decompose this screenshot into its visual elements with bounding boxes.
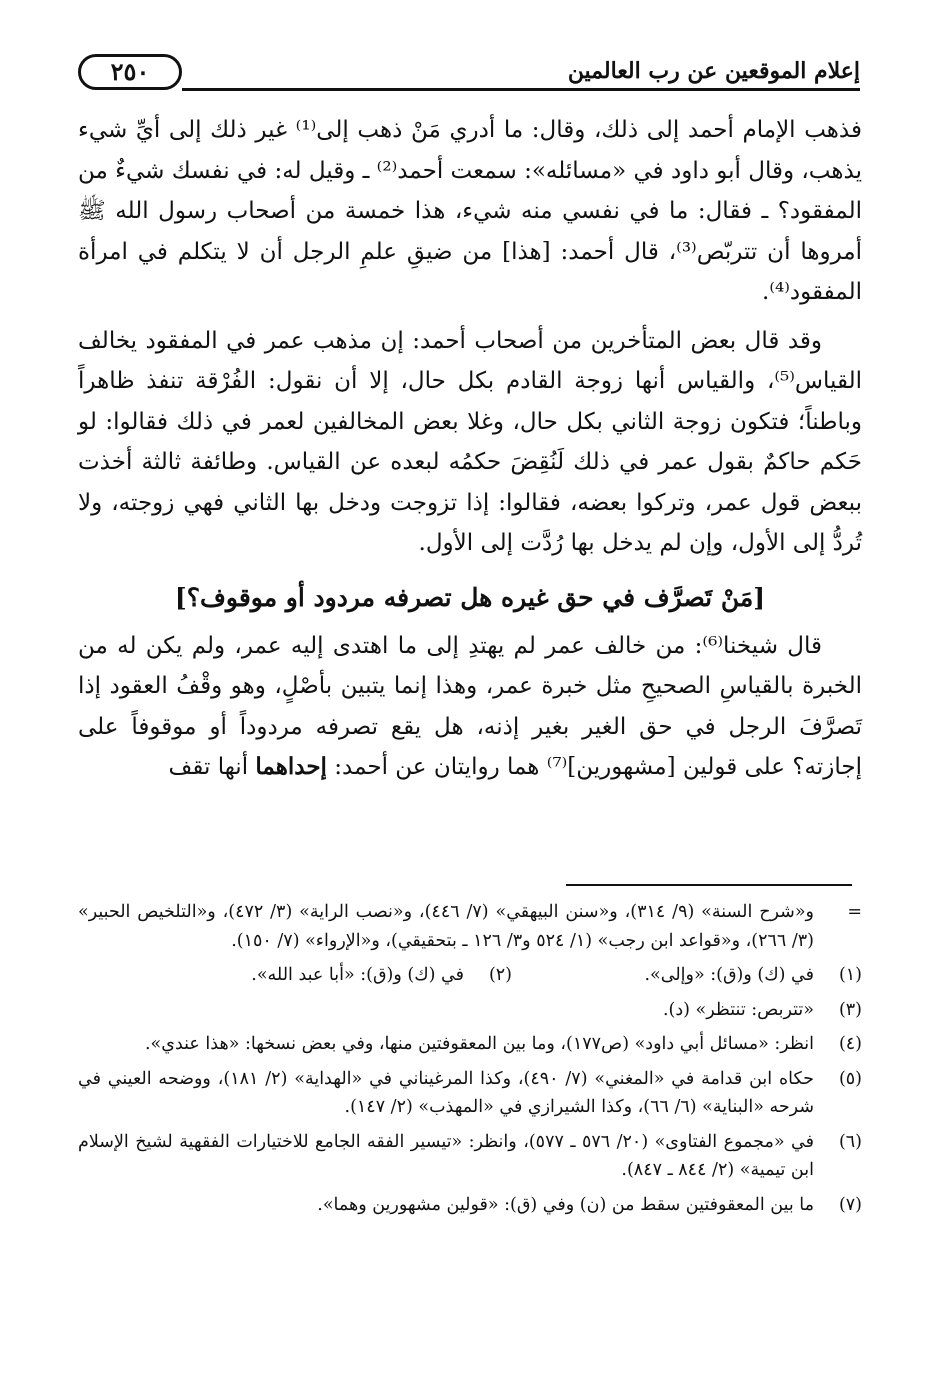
footnote-mark: (٢) <box>488 965 512 985</box>
header-rule <box>182 88 860 91</box>
paragraph-3 <box>78 626 862 788</box>
paragraph-1: فذهب الإمام أحمد إلى ذلك، وقال: ما أدري مَنْ ذهب إلى⁽¹⁾ غير ذلك إلى أيِّ شيء يذهب، وقال أبو داود في «مسائله»: سمعت أحمد⁽²⁾ ـ وقيل له: في نفسك شيءٌ من المفقود؟ ـ فقال: ما في نفسي منه شيء، هذا خمسة من أصحاب رسول الله ﷺ أمروها أن تتربّص⁽³⁾، قال أحمد: [هذا] من ضيقِ علمِ الرجل أن لا يتكلم في امرأة المفقود⁽⁴⁾. <box>78 117 862 305</box>
footnote-mark: (٥) <box>838 1068 862 1089</box>
footnote-text: في (ك) و(ق): «أبا عبد الله». <box>251 965 464 985</box>
footnote-separator <box>566 884 852 886</box>
footnote-3 <box>78 996 862 1025</box>
footnote-mark: = <box>847 902 862 922</box>
paragraph-3-bold: إحداهما <box>255 753 327 780</box>
footnote-2 <box>162 961 512 990</box>
footnote-text: في (ك) و(ق): «وإلى». <box>644 965 814 985</box>
footnote-text: حكاه ابن قدامة في «المغني» (٧/ ٤٩٠)، وكذا المرغيناني في «الهداية» (٢/ ١٨١)، ووضحه العيني في شرحه «البناية» (٦/ ٦٦)، وكذا الشيرازي في «المهذب» (٢/ ١٤٧). <box>78 1068 814 1117</box>
footnote-mark: (٧) <box>838 1194 862 1215</box>
footnote-1 <box>512 961 862 990</box>
footnote-text: «تتربص: تنتظر» (د). <box>662 999 814 1020</box>
paragraph-2: وقد قال بعض المتأخرين من أصحاب أحمد: إن مذهب عمر في المفقود يخالف القياس⁽⁵⁾، والقياس أنها زوجة القادم بكل حال، إلا أن نقول: الفُرْقة تنفذ ظاهراً وباطناً؛ فتكون زوجة الثاني بكل حال، وغلا بعض المخالفين لعمر في ذلك فقالوا: لو حَكم حاكمٌ بقول عمر في ذلك لَنُقِضَ حكمُه لبعده عن القياس. وطائفة ثالثة أخذت ببعض قول عمر، وتركوا بعضه، فقالوا: إذا تزوجت ودخل بها الثاني فهي زوجته، ولا تُردُّ إلى الأول، وإن لم يدخل بها رُدَّت إلى الأول. <box>78 327 862 556</box>
footnote-mark: (٣) <box>838 999 862 1020</box>
footnote-text: و«شرح السنة» (٩/ ٣١٤)، و«سنن البيهقي» (٧/ ٤٤٦)، و«نصب الراية» (٣/ ٤٧٢)، و«التلخيص الحبير» (٣/ ٢٦٦)، و«قواعد ابن رجب» (١/ ٥٢٤ و٣/ ١٢٦ ـ بتحقيقي)، و«الإرواء» (٧/ ١٥٠). <box>78 902 814 951</box>
footnote-text: في «مجموع الفتاوى» (٢٠/ ٥٧٦ ـ ٥٧٧)، وانظر: «تيسير الفقه الجامع للاختيارات الفقهية لشيخ الإسلام ابن تيمية» (٢/ ٨٤٤ ـ ٨٤٧). <box>78 1131 814 1180</box>
running-title: إعلام الموقعين عن رب العالمين <box>567 58 860 84</box>
footnotes <box>78 898 862 1225</box>
section-heading: [مَنْ تَصرَّف في حق غيره هل تصرفه مردود أو موقوف؟] <box>174 582 766 612</box>
footnote-mark: (١) <box>838 965 862 985</box>
paragraph-3-end: أنها تقف <box>168 754 256 780</box>
paragraph-3-main: قال شيخنا⁽⁶⁾: من خالف عمر لم يهتدِ إلى ما اهتدى إليه عمر، ولم يكن له من الخبرة بالقياسِ الصحيحِ مثل خبرة عمر، وهذا إنما يتبين بأصْلٍ، وهو وقْفُ العقود إذا تَصرَّفَ الرجل في حق الغير بغير إذنه، هل يقع تصرفه مردوداً أو موقوفاً على إجازته؟ على قولين [مشهورين]⁽⁷⁾ هما روايتان عن أحمد: <box>78 632 862 780</box>
footnote-text: انظر: «مسائل أبي داود» (ص١٧٧)، وما بين المعقوفتين منها، وفي بعض نسخها: «هذا عندي». <box>144 1034 814 1054</box>
footnote-4 <box>78 1030 862 1059</box>
footnote-7 <box>78 1191 862 1220</box>
footnote-row-1-2 <box>78 961 862 990</box>
footnote-mark: (٦) <box>838 1131 862 1152</box>
page-header <box>78 52 860 100</box>
footnote-text: ما بين المعقوفتين سقط من (ن) وفي (ق): «قولين مشهورين وهما». <box>317 1194 814 1215</box>
page-number: ٢٥٠ <box>78 54 182 90</box>
footnote-mark: (٤) <box>838 1034 862 1054</box>
footnote-5 <box>78 1065 862 1122</box>
main-text <box>78 110 862 788</box>
footnote-6 <box>78 1128 862 1185</box>
footnote-continuation <box>78 898 862 955</box>
